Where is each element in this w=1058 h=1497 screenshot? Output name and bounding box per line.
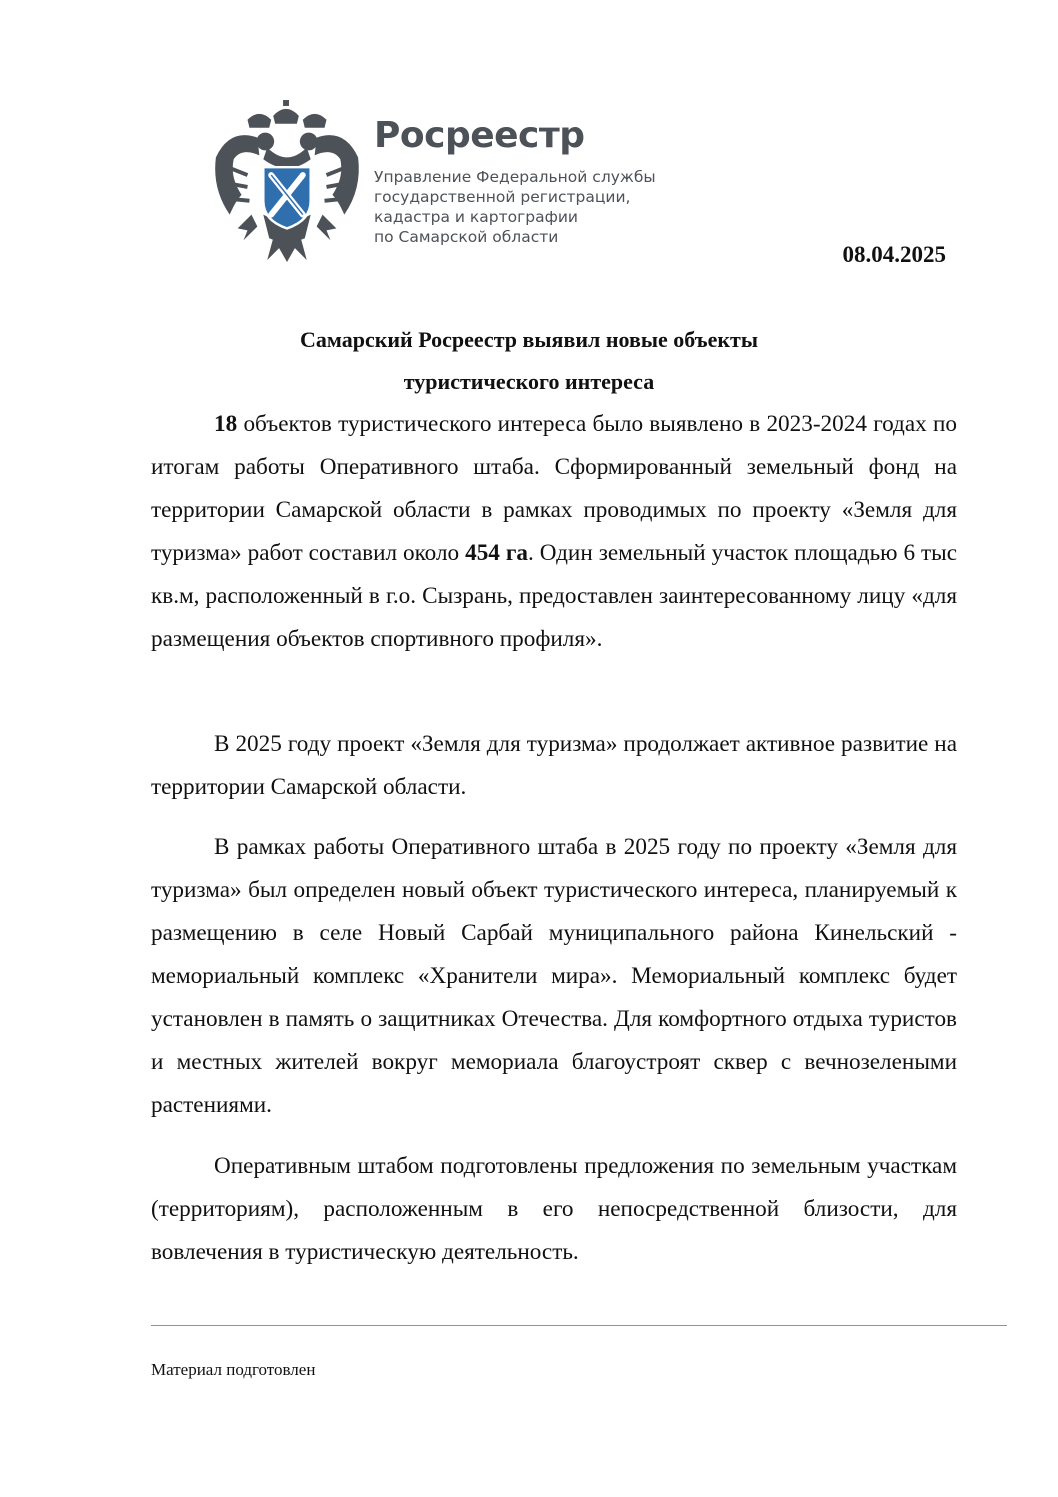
org-subtitle-line: кадастра и картографии [374, 208, 578, 226]
footer-divider [151, 1325, 1007, 1326]
paragraph-text: В 2025 году проект «Земля для туризма» продолжает активное развитие на территории Самарской области. [151, 731, 957, 800]
bold-figure-18: 18 [214, 411, 238, 437]
bold-figure-454: 454 га [465, 540, 528, 566]
footer-note: Материал подготовлен [151, 1360, 316, 1379]
title-line-1: Самарский Росреестр выявил новые объекты [299, 327, 759, 352]
paragraph-text: . Один земельный участок площадью 6 тыс кв.м, расположенный в г.о. Сызрань, предоставлен заинтересованному лицу «для размещения объектов спортивного профиля». [151, 540, 957, 652]
org-name: Росреестр [374, 115, 585, 156]
org-subtitle-line: Управление Федеральной службы [374, 168, 656, 186]
title-line-2: туристического интереса [403, 369, 655, 394]
document-date: 08.04.2025 [842, 242, 946, 267]
paragraph-3 [151, 826, 957, 1127]
paragraph-text: В рамках работы Оперативного штаба в 2025 году по проекту «Земля для туризма» был определен новый объект туристического интереса, планируемый к размещению в селе Новый Сарбай муниципального района Кинельский - мемориальный комплекс «Хранители мира». Мемориальный комплекс будет установлен в память о защитниках Отечества. Для комфортного отдыха туристов и местных жителей вокруг мемориала благоустроят сквер с вечнозелеными растениями. [151, 834, 957, 1118]
org-subtitle-line: государственной регистрации, [374, 188, 631, 206]
paragraph-2 [151, 723, 957, 809]
org-subtitle [374, 167, 656, 247]
paragraph-text: Оперативным штабом подготовлены предложения по земельным участкам (территориям), расположенным в его непосредственной близости, для вовлечения в туристическую деятельность. [151, 1153, 957, 1265]
paragraph-text: объектов туристического интереса было выявлено в 2023-2024 годах по итогам работы Оперативного штаба. Сформированный земельный фонд на территории Самарской области в рамках проводимых по проекту «Земля для туризма» работ составил около [151, 411, 957, 566]
paragraph-4 [151, 1145, 957, 1274]
double-headed-eagle-emblem-icon [208, 98, 366, 266]
org-subtitle-line: по Самарской области [374, 228, 559, 246]
paragraph-1 [151, 403, 957, 661]
